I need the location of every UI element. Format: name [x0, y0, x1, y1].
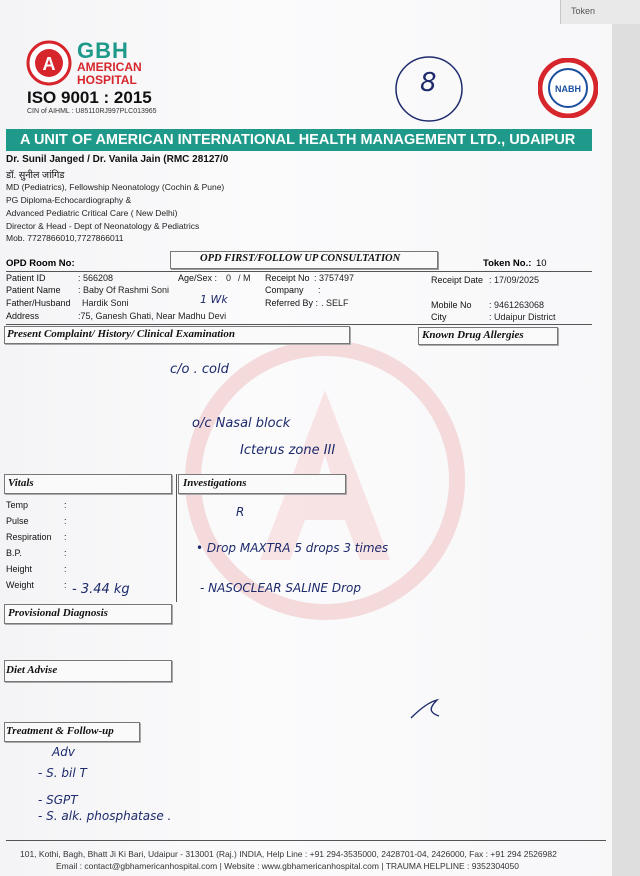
page-edge — [612, 20, 640, 876]
treatment-heading: Treatment & Follow-up — [6, 725, 114, 737]
nabh-badge — [538, 58, 598, 118]
doctor-name-hindi: डॉ. सुनील जांगिड — [6, 170, 65, 181]
complaint-line-3: Icterus zone III — [240, 443, 336, 458]
age-value: 0 — [226, 273, 232, 283]
complaint-heading: Present Complaint/ History/ Clinical Examination — [7, 328, 235, 340]
receipt-date-label: Receipt Date — [431, 275, 484, 285]
sex-value: / M — [238, 273, 251, 283]
patient-id-value: : 566208 — [78, 273, 114, 283]
company-value: : — [318, 285, 321, 295]
vital-row: Weight : — [6, 580, 67, 590]
hospital-name-american: AMERICAN — [77, 60, 142, 74]
diet-heading: Diet Advise — [6, 664, 58, 676]
svg-text:A: A — [42, 54, 56, 74]
doctor-qualification-4: Director & Head - Dept of Neonatology & Pediatrics — [6, 221, 200, 231]
consultation-title: OPD FIRST/FOLLOW UP CONSULTATION — [200, 253, 401, 264]
vital-row: Respiration : — [6, 532, 67, 542]
treatment-line-1: Adv — [52, 745, 75, 759]
father-value: Hardik Soni — [82, 298, 129, 308]
token-label: Token No.: — [483, 258, 532, 269]
opd-room-label: OPD Room No: — [6, 258, 75, 269]
handwritten-mark — [405, 696, 445, 724]
footer-address: 101, Kothi, Bagh, Bhatt Ji Ki Bari, Udaipur - 313001 (Raj.) INDIA, Help Line : +91 294-3535000, 2428701-04, 2426000, Fax : +91 294 2526982 — [20, 849, 557, 859]
father-label: Father/Husband — [6, 298, 71, 308]
doctor-mobile: Mob. 7727866010,7727866011 — [6, 233, 124, 243]
patient-name-label: Patient Name — [6, 285, 61, 295]
mobile-label: Mobile No — [431, 300, 472, 310]
doctor-qualification-1: MD (Pediatrics), Fellowship Neonatology (Cochin & Pune) — [6, 182, 225, 192]
agesex-label: Age/Sex : — [178, 273, 218, 283]
cin-label: CIN of AIHML : U85110RJ997PLC013965 — [27, 108, 157, 115]
patient-id-label: Patient ID — [6, 273, 46, 283]
unit-banner: A UNIT OF AMERICAN INTERNATIONAL HEALTH MANAGEMENT LTD., UDAIPUR — [6, 129, 592, 151]
patient-name-value: : Baby Of Rashmi Soni — [78, 285, 170, 295]
rx-line-1: • Drop MAXTRA 5 drops 3 times — [196, 541, 389, 555]
vital-row: Temp : — [6, 500, 67, 510]
allergies-heading: Known Drug Allergies — [422, 329, 524, 341]
complaint-line-1: c/o . cold — [170, 362, 229, 377]
receipt-no-value: : 3757497 — [314, 273, 355, 283]
rx-symbol: R — [236, 505, 245, 519]
rx-line-2: - NASOCLEAR SALINE Drop — [200, 581, 361, 595]
hospital-logo — [26, 40, 72, 91]
complaint-line-2: o/c Nasal block — [192, 416, 291, 431]
address-value: :75, Ganesh Ghati, Near Madhu Devi — [78, 311, 227, 321]
iso-label: ISO 9001 : 2015 — [27, 88, 152, 107]
doctor-qualification-2: PG Diploma-Echocardiography & — [6, 195, 132, 205]
referred-by-value: . SELF — [321, 298, 349, 308]
nabh-text: NABH — [555, 84, 581, 94]
mobile-value: : 9461263068 — [489, 300, 545, 310]
token-value: 10 — [536, 258, 547, 269]
token-tab: Token — [560, 0, 640, 24]
hospital-name-hospital: HOSPITAL — [77, 73, 137, 87]
footer-contact: Email : contact@gbhamericanhospital.com | Website : www.gbhamericanhospital.com | TRAUMA HELPLINE : 9352304050 — [56, 861, 519, 871]
handwritten-age-note: 1 Wk — [200, 293, 228, 306]
receipt-no-label: Receipt No — [265, 273, 310, 283]
investigations-heading: Investigations — [183, 477, 247, 489]
doctor-qualification-3: Advanced Pediatric Critical Care ( New Delhi) — [6, 208, 178, 218]
handwritten-number: 8 — [420, 68, 437, 98]
vital-row: Pulse : — [6, 516, 67, 526]
treatment-line-2: - S. bil T — [38, 766, 87, 780]
hospital-name-gbh: GBH — [77, 38, 129, 63]
handwritten-weight: - 3.44 kg — [72, 582, 130, 597]
referred-by-label: Referred By : — [265, 298, 319, 308]
address-label: Address — [6, 311, 40, 321]
receipt-date-value: : 17/09/2025 — [489, 275, 540, 285]
company-label: Company — [265, 285, 304, 295]
city-value: : Udaipur District — [489, 312, 556, 322]
vitals-heading: Vitals — [8, 477, 34, 489]
provisional-heading: Provisional Diagnosis — [8, 607, 108, 619]
city-label: City — [431, 312, 447, 322]
treatment-line-3: - SGPT — [38, 793, 78, 807]
doctor-name: Dr. Sunil Janged / Dr. Vanila Jain (RMC 28127/0 — [6, 154, 229, 165]
vital-row: Height : — [6, 564, 67, 574]
treatment-line-4: - S. alk. phosphatase . — [38, 809, 172, 823]
vital-row: B.P. : — [6, 548, 67, 558]
